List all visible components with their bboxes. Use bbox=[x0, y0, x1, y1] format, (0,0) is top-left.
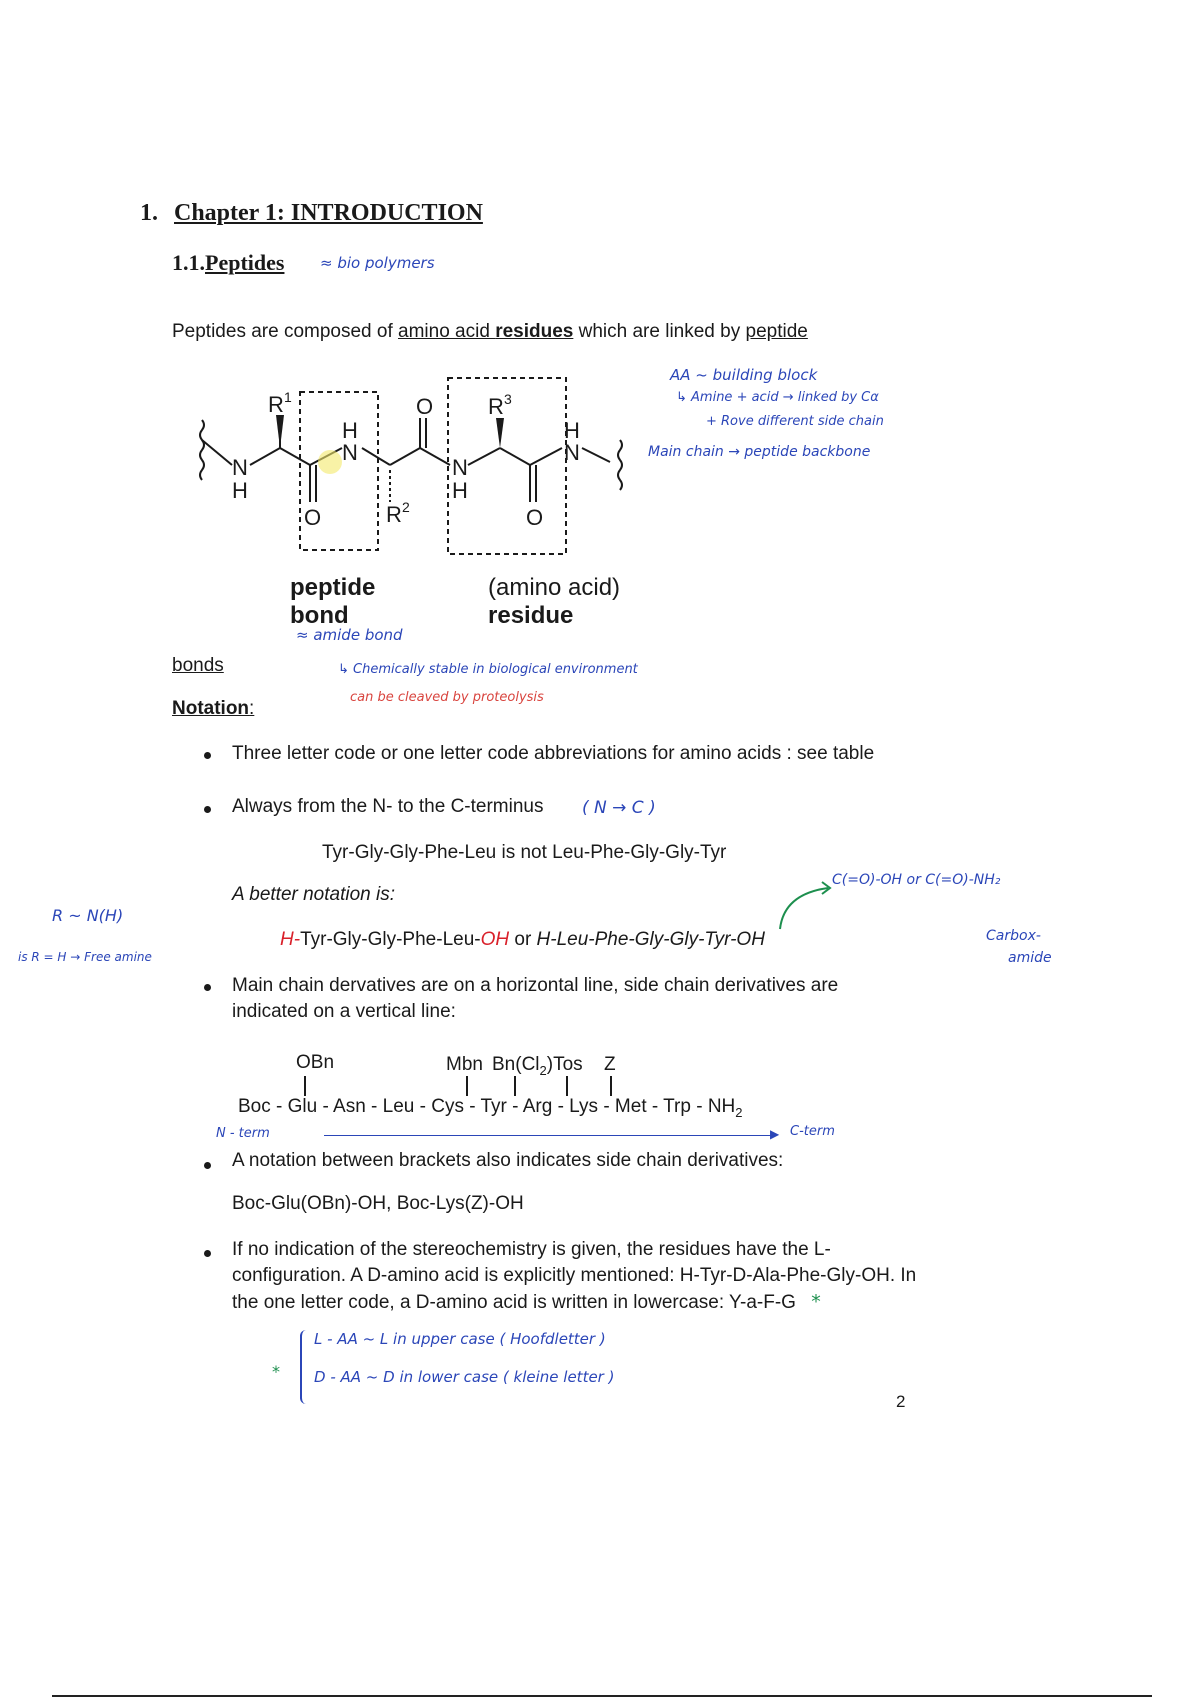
annotation-aa-4: Main chain → peptide backbone bbox=[648, 444, 871, 460]
atom-o-1: O bbox=[304, 505, 322, 530]
label-peptide-bond bbox=[290, 574, 375, 630]
atom-r2: R bbox=[386, 502, 402, 527]
deriv-z: Z bbox=[604, 1054, 616, 1075]
term-arrow-line bbox=[324, 1135, 774, 1136]
chapter-title: Chapter 1: INTRODUCTION bbox=[174, 200, 483, 226]
tick-glu bbox=[304, 1076, 306, 1096]
bullet-4: A notation between brackets also indicates side chain derivatives: bbox=[232, 1150, 784, 1171]
atom-h-3: H bbox=[452, 478, 468, 503]
note-amide-bond: ≈ amide bond bbox=[296, 626, 403, 644]
annotation-aa-1: AA ~ building block bbox=[670, 366, 818, 384]
right-note-1: C(=O)-OH or C(=O)-NH₂ bbox=[832, 872, 1001, 888]
example-2 bbox=[280, 929, 765, 951]
term-arrow-head: ▶ bbox=[770, 1127, 780, 1141]
atom-n-4: N bbox=[564, 440, 580, 465]
ex2-mid: Tyr-Gly-Gly-Phe-Leu- bbox=[300, 929, 481, 950]
bullet-dot-4 bbox=[204, 1162, 211, 1169]
section-title: Peptides bbox=[205, 250, 285, 275]
ex2-or: or bbox=[509, 929, 537, 950]
notation-heading: Notation: bbox=[172, 698, 255, 719]
intro-bonds: bonds bbox=[172, 655, 224, 676]
atom-r1-sup: 1 bbox=[284, 389, 292, 405]
intro-text-mid: which are linked by bbox=[573, 321, 746, 342]
bullet-dot-3 bbox=[204, 984, 211, 991]
left-note-2: is R = H → Free amine bbox=[18, 950, 152, 964]
deriv-bncl-a: Bn(Cl bbox=[492, 1054, 540, 1075]
left-note-1: R ~ N(H) bbox=[52, 906, 124, 925]
intro-residues: residues bbox=[495, 321, 574, 342]
intro-amino-acid: amino acid bbox=[398, 321, 496, 342]
tick-tyr bbox=[514, 1076, 516, 1096]
atom-o-3: O bbox=[526, 505, 544, 530]
bullet-5-text: If no indication of the stereochemistry is given, the residues have the L-configuration. A D-amino acid is explicitly mentioned: H-Tyr-D-Ala-Phe-Gly-OH. In the one letter code, a D-amino acid is written in lowercase: Y-a-F-G bbox=[232, 1239, 917, 1313]
ex2-oh: OH bbox=[480, 929, 510, 950]
tick-cys bbox=[466, 1076, 468, 1096]
ex2-h: H- bbox=[280, 929, 301, 950]
chain-text: Boc - Glu - Asn - Leu - Cys - Tyr - Arg - Lys - Met - Trp - NH bbox=[238, 1096, 736, 1117]
atom-r3: R bbox=[488, 394, 504, 419]
label-peptide: peptide bbox=[290, 574, 376, 601]
notation-heading-text: Notation bbox=[172, 698, 250, 719]
note-l: L - AA ~ L in upper case ( Hoofdletter ) bbox=[314, 1330, 606, 1348]
bullet-2-note: ( N → C ) bbox=[582, 798, 656, 818]
bullet-dot-1 bbox=[204, 752, 211, 759]
better-notation: A better notation is: bbox=[232, 884, 396, 905]
atom-r3-sup: 3 bbox=[504, 391, 512, 407]
star-mark: * bbox=[811, 1291, 821, 1313]
page-number: 2 bbox=[896, 1392, 906, 1411]
intro-peptide: peptide bbox=[745, 321, 808, 342]
deriv-bncl-b: )Tos bbox=[546, 1054, 583, 1075]
deriv-mbn: Mbn bbox=[446, 1054, 483, 1075]
annotation-bonds-2: can be cleaved by proteolysis bbox=[350, 690, 544, 705]
atom-r1: R bbox=[268, 392, 284, 417]
bottom-rule bbox=[52, 1695, 1152, 1697]
bullet-2: Always from the N- to the C-terminus bbox=[232, 796, 544, 817]
section-number: 1.1. bbox=[172, 250, 205, 275]
atom-n-2: N bbox=[342, 440, 358, 465]
c-term-label: C-term bbox=[790, 1124, 835, 1139]
chain-sub: 2 bbox=[735, 1104, 743, 1120]
peptide-structure-diagram bbox=[190, 370, 650, 570]
bullet-dot-2 bbox=[204, 806, 211, 813]
label-bond: bond bbox=[290, 602, 349, 629]
bullet-1: Three letter code or one letter code abbreviations for amino acids : see table bbox=[232, 743, 875, 764]
peptide-chain bbox=[238, 1096, 743, 1120]
tick-lys bbox=[610, 1076, 612, 1096]
example-1: Tyr-Gly-Gly-Phe-Leu is not Leu-Phe-Gly-Gly-Tyr bbox=[322, 842, 727, 863]
arrow-mark: * bbox=[272, 1362, 280, 1381]
tick-arg bbox=[566, 1076, 568, 1096]
chapter-heading bbox=[140, 200, 483, 227]
intro-paragraph bbox=[172, 318, 808, 346]
deriv-bncl bbox=[492, 1054, 583, 1078]
annotation-bonds-1: ↳ Chemically stable in biological environment bbox=[338, 662, 638, 677]
intro-text: Peptides are composed of bbox=[172, 321, 399, 342]
bullet-dot-5 bbox=[204, 1250, 211, 1257]
section-note: ≈ bio polymers bbox=[320, 254, 435, 272]
label-residue-word: residue bbox=[488, 602, 574, 629]
annotation-aa-2: ↳ Amine + acid → linked by Cα bbox=[676, 390, 879, 405]
deriv-bncl-sub: 2 bbox=[539, 1062, 547, 1078]
atom-h-2: H bbox=[342, 418, 358, 443]
bullet-3: Main chain dervatives are on a horizontal line, side chain derivatives are indicated on a vertical line: bbox=[232, 975, 839, 1022]
atom-h-1: H bbox=[232, 478, 248, 503]
example-4: Boc-Glu(OBn)-OH, Boc-Lys(Z)-OH bbox=[232, 1193, 524, 1214]
bullet-5 bbox=[232, 1237, 922, 1316]
atom-n-3: N bbox=[452, 455, 468, 480]
ex2-rest: H-Leu-Phe-Gly-Gly-Tyr-OH bbox=[536, 929, 765, 950]
n-term-label: N - term bbox=[216, 1126, 270, 1141]
atom-n-1: N bbox=[232, 455, 248, 480]
label-amino-acid: (amino acid) bbox=[488, 574, 621, 601]
deriv-obn: OBn bbox=[296, 1052, 335, 1073]
atom-r2-sup: 2 bbox=[402, 499, 410, 515]
right-note-3: amide bbox=[1008, 950, 1052, 966]
annotation-aa-3: + Rove different side chain bbox=[706, 414, 884, 429]
section-heading bbox=[172, 250, 284, 276]
atom-o-2: O bbox=[416, 394, 434, 419]
note-d: D - AA ~ D in lower case ( kleine letter ) bbox=[314, 1368, 615, 1386]
right-note-2: Carbox- bbox=[986, 928, 1041, 944]
chapter-number: 1. bbox=[140, 200, 158, 226]
ld-bracket bbox=[300, 1330, 310, 1404]
label-residue bbox=[488, 574, 620, 630]
atom-h-4: H bbox=[564, 418, 580, 443]
